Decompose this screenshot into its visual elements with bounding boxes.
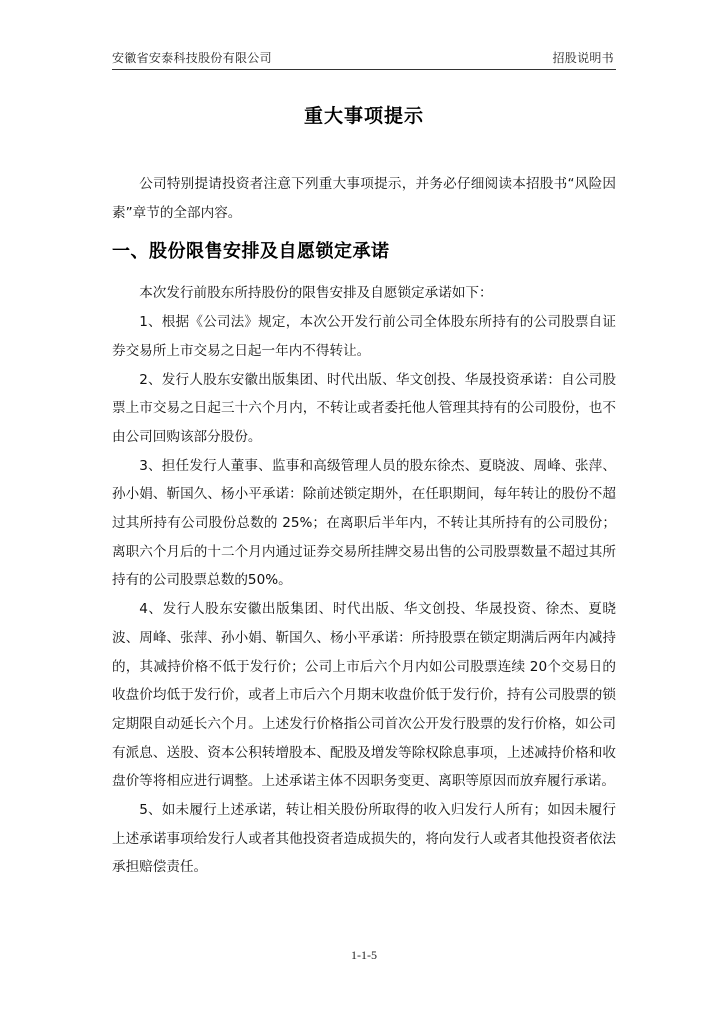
section-paragraph-lead: 本次发行前股东所持股份的限售安排及自愿锁定承诺如下： xyxy=(139,285,493,302)
header-company-name: 安徽省安泰科技股份有限公司 xyxy=(112,51,272,65)
intro-paragraph: 公司特别提请投资者注意下列重大事项提示，并务必仔细阅读本招股书“风险因素”章节的全部内容。 xyxy=(112,176,616,221)
header-document-type: 招股说明书 xyxy=(552,51,614,65)
section-paragraph-1: 1、根据《公司法》规定，本次公开发行前公司全体股东所持有的公司股票自证券交易所上市交易之日起一年内不得转让。 xyxy=(112,314,616,359)
running-header xyxy=(112,49,616,69)
section-paragraph-3: 3、担任发行人董事、监事和高级管理人员的股东徐杰、夏晓波、周峰、张萍、孙小娟、靳国久、杨小平承诺：除前述锁定期外，在任职期间，每年转让的股份不超过其所持有公司股份总数的 25%；在离职后半年内，不转让其所持有的公司股份；离职六个月后的十二个月内通过证券交易所挂牌交易出售的公司股票数量不超过其所持有的公司股票总数的50%。 xyxy=(112,457,616,589)
page-title: 重大事项提示 xyxy=(303,105,424,127)
section-paragraph-2: 2、发行人股东安徽出版集团、时代出版、华文创投、华晟投资承诺：自公司股票上市交易之日起三十六个月内，不转让或者委托他人管理其持有的公司股份，也不由公司回购该部分股份。 xyxy=(112,371,616,445)
page-number: 1-1-5 xyxy=(351,948,377,962)
section-paragraph-4: 4、发行人股东安徽出版集团、时代出版、华文创投、华晟投资、徐杰、夏晓波、周峰、张萍、孙小娟、靳国久、杨小平承诺：所持股票在锁定期满后两年内减持的，其减持价格不低于发行价；公司上市后六个月内如公司股票连续 20个交易日的收盘价均低于发行价，或者上市后六个月期末收盘价低于发行价，持有公司股票的锁定期限自动延长六个月。上述发行价格指公司首次公开发行股票的发行价格，如公司有派息、送股、资本公积转增股本、配股及增发等除权除息事项，上述减持价格和收盘价等将相应进行调整。上述承诺主体不因职务变更、离职等原因而放弃履行承诺。 xyxy=(112,601,616,790)
document-body xyxy=(112,170,616,882)
section-heading: 一、股份限售安排及自愿锁定承诺 xyxy=(112,241,390,263)
section-paragraph-5: 5、如未履行上述承诺，转让相关股份所取得的收入归发行人所有；如因未履行上述承诺事项给发行人或者其他投资者造成损失的，将向发行人或者其他投资者依法承担赔偿责任。 xyxy=(112,802,616,876)
header-divider xyxy=(112,69,616,70)
